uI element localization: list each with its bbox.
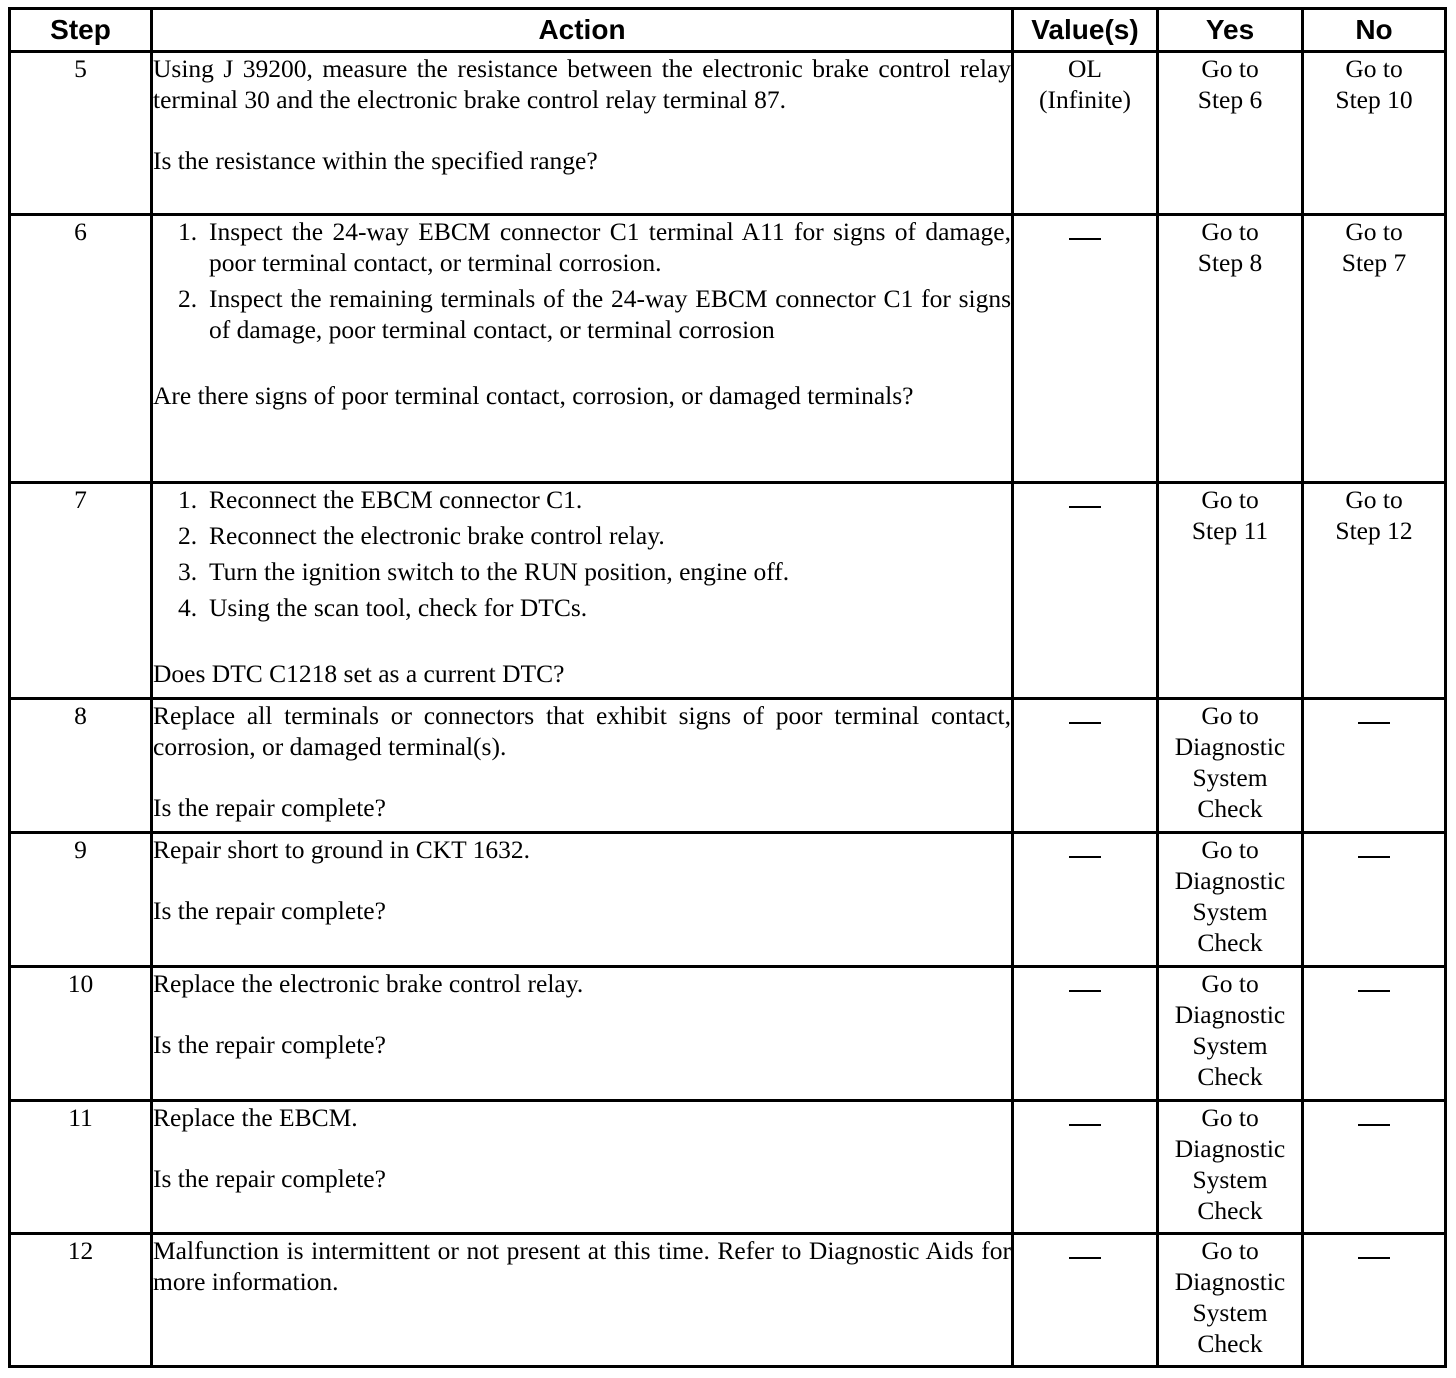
- value-cell: [1013, 833, 1158, 967]
- yes-line: System: [1192, 1298, 1268, 1327]
- yes-line: Diagnostic: [1174, 1000, 1286, 1029]
- no-line: Step 12: [1335, 516, 1413, 545]
- action-steps-list: [153, 216, 1011, 345]
- list-item: [178, 556, 1011, 587]
- yes-cell: [1158, 967, 1303, 1101]
- value-line: OL: [1068, 54, 1102, 83]
- action-cell: [152, 967, 1013, 1101]
- diagnostic-table-page: [8, 7, 1444, 1368]
- em-dash: [1069, 238, 1101, 240]
- yes-cell: [1158, 833, 1303, 967]
- yes-cell: [1158, 215, 1303, 483]
- yes-line: Go to: [1201, 54, 1259, 83]
- action-text: Replace the electronic brake control relay.: [153, 969, 584, 998]
- em-dash: [1358, 990, 1390, 992]
- yes-line: System: [1192, 897, 1268, 926]
- list-item: [178, 216, 1011, 278]
- list-item-number: 2.: [178, 284, 198, 313]
- em-dash: [1358, 856, 1390, 858]
- list-item-number: 4.: [178, 593, 198, 622]
- list-item-number: 1.: [178, 217, 198, 246]
- em-dash: [1069, 722, 1101, 724]
- action-text: Repair short to ground in CKT 1632.: [153, 835, 531, 864]
- yes-line: Go to: [1201, 835, 1259, 864]
- action-cell: [152, 1234, 1013, 1367]
- action-steps-list: [153, 484, 1011, 623]
- yes-line: Step 8: [1197, 248, 1263, 277]
- no-cell: [1303, 215, 1446, 483]
- value-cell: [1013, 967, 1158, 1101]
- yes-line: System: [1192, 763, 1268, 792]
- yes-cell: [1158, 52, 1303, 215]
- step-cell: 6: [10, 215, 152, 483]
- list-item-text: Inspect the 24-way EBCM connector C1 terminal A11 for signs of damage, poor terminal contact, or terminal corrosion.: [209, 217, 1011, 277]
- value-cell: [1013, 1101, 1158, 1234]
- list-item-number: 3.: [178, 557, 198, 586]
- no-cell: [1303, 483, 1446, 699]
- action-cell: [152, 1101, 1013, 1234]
- yes-line: Check: [1197, 1062, 1263, 1091]
- list-item-text: Reconnect the EBCM connector C1.: [209, 485, 583, 514]
- yes-cell: [1158, 483, 1303, 699]
- yes-line: System: [1192, 1165, 1268, 1194]
- no-line: Go to: [1345, 485, 1403, 514]
- table-row: [10, 967, 1446, 1101]
- no-line: Step 7: [1341, 248, 1407, 277]
- list-item: [178, 283, 1011, 345]
- em-dash: [1358, 722, 1390, 724]
- action-question: Is the repair complete?: [153, 1164, 386, 1193]
- list-item-text: Using the scan tool, check for DTCs.: [209, 593, 588, 622]
- action-cell: [152, 699, 1013, 833]
- header-yes: Yes: [1158, 9, 1303, 52]
- yes-line: Check: [1197, 1329, 1263, 1358]
- em-dash: [1069, 506, 1101, 508]
- list-item-text: Reconnect the electronic brake control relay.: [209, 521, 665, 550]
- step-cell: 10: [10, 967, 152, 1101]
- list-item-text: Inspect the remaining terminals of the 24-way EBCM connector C1 for signs of damage, poor terminal contact, or terminal corrosion: [209, 284, 1011, 344]
- action-cell: [152, 52, 1013, 215]
- step-cell: 5: [10, 52, 152, 215]
- value-cell: [1013, 699, 1158, 833]
- action-text: Using J 39200, measure the resistance between the electronic brake control relay terminal 30 and the electronic brake control relay terminal 87.: [153, 54, 1011, 114]
- list-item-number: 1.: [178, 485, 198, 514]
- yes-cell: [1158, 1101, 1303, 1234]
- yes-line: Go to: [1201, 969, 1259, 998]
- no-line: Go to: [1345, 54, 1403, 83]
- yes-line: System: [1192, 1031, 1268, 1060]
- action-cell: [152, 483, 1013, 699]
- no-cell: [1303, 1234, 1446, 1367]
- em-dash: [1069, 1124, 1101, 1126]
- action-question: Does DTC C1218 set as a current DTC?: [153, 659, 565, 688]
- no-cell: [1303, 833, 1446, 967]
- yes-cell: [1158, 699, 1303, 833]
- em-dash: [1358, 1257, 1390, 1259]
- em-dash: [1069, 856, 1101, 858]
- value-cell: [1013, 52, 1158, 215]
- no-cell: [1303, 52, 1446, 215]
- no-cell: [1303, 1101, 1446, 1234]
- action-cell: [152, 215, 1013, 483]
- table-row: [10, 215, 1446, 483]
- action-cell: [152, 833, 1013, 967]
- no-line: Go to: [1345, 217, 1403, 246]
- yes-line: Go to: [1201, 217, 1259, 246]
- header-action: Action: [152, 9, 1013, 52]
- yes-line: Check: [1197, 928, 1263, 957]
- action-question: Is the resistance within the specified range?: [153, 146, 598, 175]
- table-row: [10, 1101, 1446, 1234]
- header-values: Value(s): [1013, 9, 1158, 52]
- list-item: [178, 592, 1011, 623]
- yes-line: Check: [1197, 1196, 1263, 1225]
- no-cell: [1303, 699, 1446, 833]
- action-question: Is the repair complete?: [153, 896, 386, 925]
- yes-line: Go to: [1201, 485, 1259, 514]
- list-item-text: Turn the ignition switch to the RUN position, engine off.: [209, 557, 790, 586]
- action-question: Is the repair complete?: [153, 1030, 386, 1059]
- header-step: Step: [10, 9, 152, 52]
- value-cell: [1013, 483, 1158, 699]
- table-row: [10, 52, 1446, 215]
- yes-line: Step 11: [1191, 516, 1269, 545]
- yes-line: Diagnostic: [1174, 732, 1286, 761]
- action-text: Malfunction is intermittent or not present at this time. Refer to Diagnostic Aids for more information.: [153, 1236, 1011, 1296]
- em-dash: [1069, 990, 1101, 992]
- yes-line: Step 6: [1197, 85, 1263, 114]
- action-text: Replace the EBCM.: [153, 1103, 358, 1132]
- diagnostic-table: [8, 7, 1447, 1368]
- table-row: [10, 833, 1446, 967]
- step-cell: 11: [10, 1101, 152, 1234]
- table-row: [10, 483, 1446, 699]
- list-item: [178, 484, 1011, 515]
- action-text: Replace all terminals or connectors that exhibit signs of poor terminal contact, corrosion, or damaged terminal(s).: [153, 701, 1011, 761]
- yes-line: Go to: [1201, 1236, 1259, 1265]
- action-question: Is the repair complete?: [153, 793, 386, 822]
- step-cell: 12: [10, 1234, 152, 1367]
- yes-line: Go to: [1201, 701, 1259, 730]
- no-cell: [1303, 967, 1446, 1101]
- header-row: [10, 9, 1446, 52]
- yes-cell: [1158, 1234, 1303, 1367]
- yes-line: Diagnostic: [1174, 1267, 1286, 1296]
- step-cell: 7: [10, 483, 152, 699]
- em-dash: [1069, 1257, 1101, 1259]
- yes-line: Diagnostic: [1174, 866, 1286, 895]
- value-cell: [1013, 1234, 1158, 1367]
- value-line: (Infinite): [1038, 85, 1132, 114]
- table-row: [10, 699, 1446, 833]
- em-dash: [1358, 1124, 1390, 1126]
- step-cell: 8: [10, 699, 152, 833]
- yes-line: Check: [1197, 794, 1263, 823]
- action-question: Are there signs of poor terminal contact, corrosion, or damaged terminals?: [153, 381, 914, 410]
- step-cell: 9: [10, 833, 152, 967]
- list-item: [178, 520, 1011, 551]
- list-item-number: 2.: [178, 521, 198, 550]
- header-no: No: [1303, 9, 1446, 52]
- table-row: [10, 1234, 1446, 1367]
- value-cell: [1013, 215, 1158, 483]
- yes-line: Diagnostic: [1174, 1134, 1286, 1163]
- no-line: Step 10: [1335, 85, 1413, 114]
- yes-line: Go to: [1201, 1103, 1259, 1132]
